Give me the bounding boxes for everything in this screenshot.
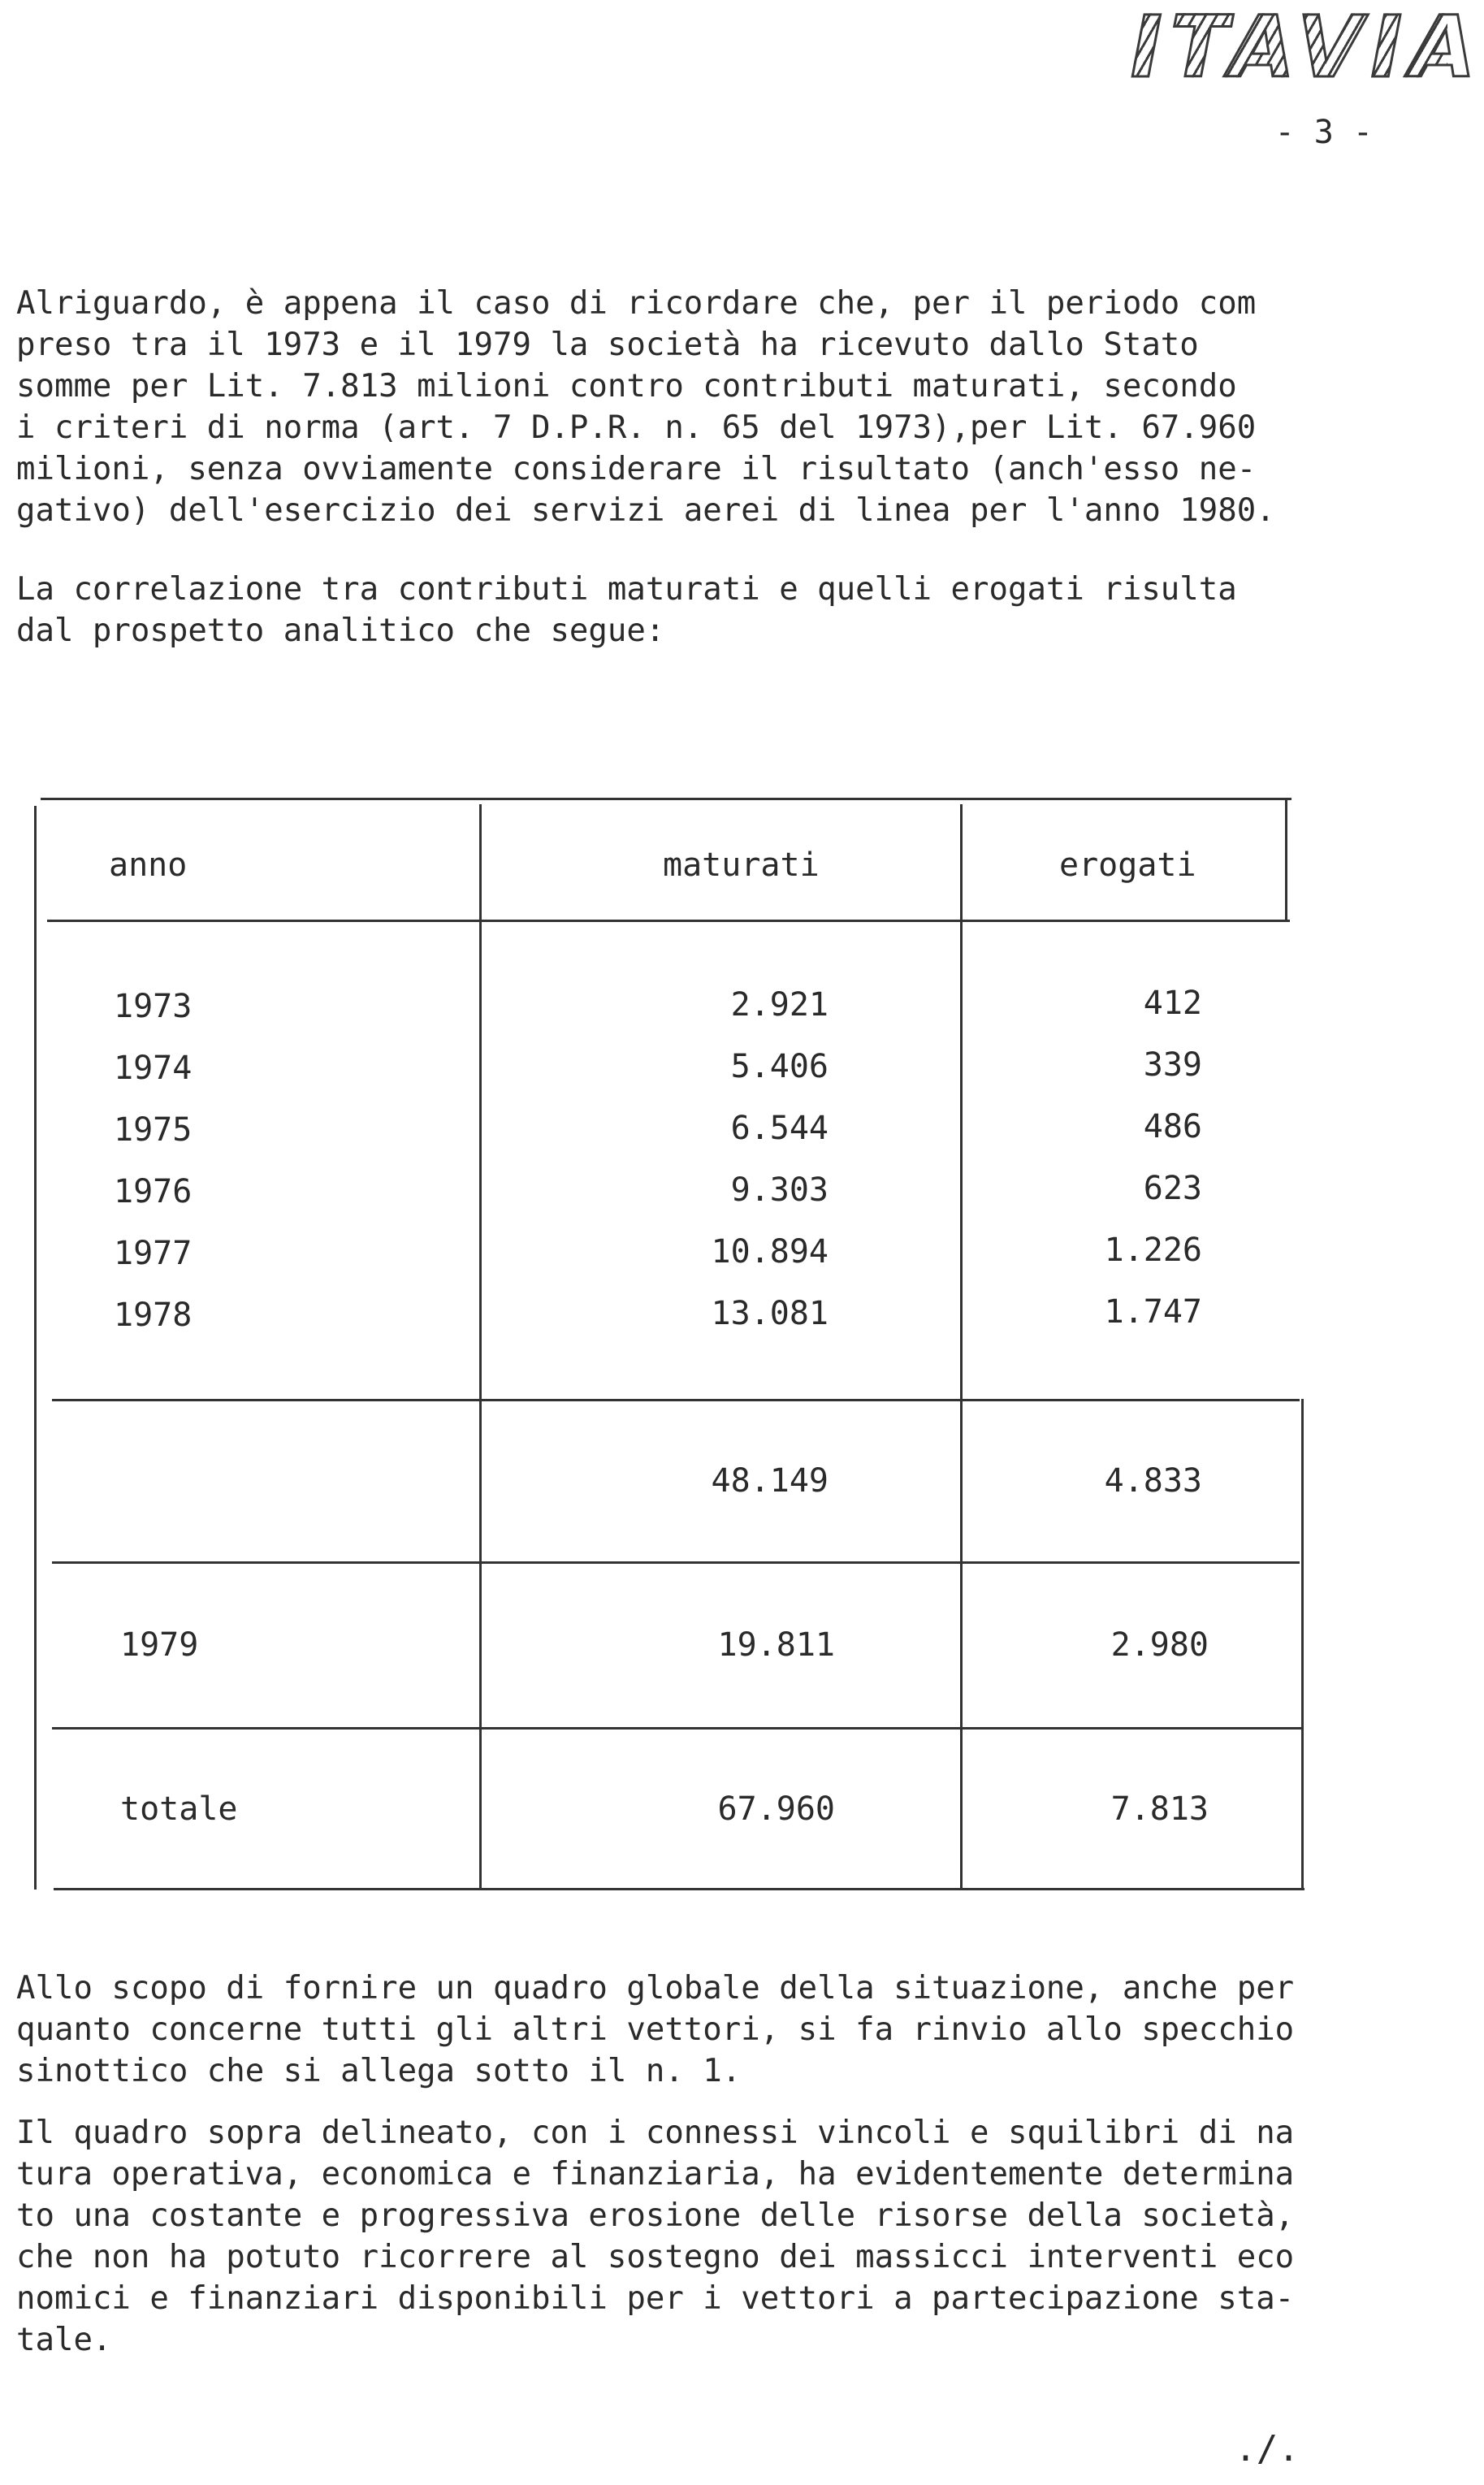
header-erogati: erogati [1059, 846, 1196, 884]
paragraph-2 [16, 569, 1430, 652]
text-line: tale. [16, 2322, 112, 2358]
text-line: dal prospetto analitico che segue: [16, 613, 665, 649]
row-1979-erogati: 2.980 [1110, 1626, 1209, 1664]
continuation-mark: ./. [1235, 2428, 1300, 2470]
text-line: Alriguardo, è appena il caso di ricordare che, per il periodo com [16, 285, 1257, 322]
text-line: milioni, senza ovviamente considerare il risultato (anch'esso ne- [16, 451, 1257, 487]
paragraph-3 [16, 1968, 1430, 2092]
text-line: La correlazione tra contributi maturati e quelli erogati risulta [16, 571, 1237, 608]
subtotal-erogati: 4.833 [1104, 1462, 1202, 1500]
paragraph-4 [16, 2112, 1430, 2361]
table-bottom-rule [54, 1888, 1304, 1890]
table-left-border [34, 806, 37, 1890]
row-1978-erogati: 1.747 [1104, 1293, 1202, 1331]
row-1975-year: 1975 [114, 1111, 193, 1149]
row-1977-erogati: 1.226 [1104, 1232, 1202, 1269]
header-maturati: maturati [663, 846, 820, 884]
page-number: - 3 - [1274, 114, 1373, 151]
row-1976-year: 1976 [114, 1173, 193, 1210]
row-1974-erogati: 339 [1143, 1046, 1202, 1084]
text-line: quanto concerne tutti gli altri vettori, si fa rinvio allo specchio [16, 2011, 1295, 2048]
itavia-logo: ITAVIA [1131, 0, 1484, 97]
text-line: i criteri di norma (art. 7 D.P.R. n. 65 del 1973),per Lit. 67.960 [16, 409, 1257, 446]
text-line: Allo scopo di fornire un quadro globale della situazione, anche per [16, 1970, 1295, 2007]
text-line: che non ha potuto ricorrere al sostegno dei massicci interventi eco [16, 2239, 1295, 2275]
table-right-border [1285, 798, 1287, 920]
row-1975-maturati: 6.544 [730, 1110, 829, 1147]
text-line: sinottico che si allega sotto il n. 1. [16, 2053, 742, 2089]
row-1974-maturati: 5.406 [730, 1048, 829, 1085]
table-right-border-lower [1301, 1399, 1304, 1890]
row-1976-erogati: 623 [1143, 1170, 1202, 1207]
row-1977-year: 1977 [114, 1235, 193, 1272]
text-line: somme per Lit. 7.813 milioni contro contributi maturati, secondo [16, 368, 1237, 405]
total-erogati: 7.813 [1110, 1790, 1209, 1828]
total-rule [52, 1727, 1303, 1730]
text-line: tura operativa, economica e finanziaria, ha evidentemente determina [16, 2156, 1295, 2193]
row-1976-maturati: 9.303 [730, 1171, 829, 1209]
header-rule [47, 920, 1290, 922]
row-1974-year: 1974 [114, 1050, 193, 1087]
paragraph-1 [16, 283, 1430, 531]
header-anno: anno [109, 846, 188, 884]
row-1978-year: 1978 [114, 1297, 193, 1334]
table-top-rule [41, 798, 1291, 800]
text-line: to una costante e progressiva erosione delle risorse della società, [16, 2197, 1295, 2234]
row-1979-rule [52, 1561, 1300, 1564]
row-1979-maturati: 19.811 [717, 1626, 835, 1664]
row-1973-maturati: 2.921 [730, 986, 829, 1024]
row-1975-erogati: 486 [1143, 1108, 1202, 1145]
text-line: Il quadro sopra delineato, con i connessi vincoli e squilibri di na [16, 2115, 1295, 2151]
text-line: gativo) dell'esercizio dei servizi aerei di linea per l'anno 1980. [16, 492, 1275, 529]
row-1979-year: 1979 [120, 1626, 199, 1664]
row-1973-erogati: 412 [1143, 985, 1202, 1022]
column-divider-1 [479, 804, 482, 1890]
row-1978-maturati: 13.081 [711, 1295, 829, 1332]
total-label: totale [120, 1790, 238, 1828]
text-line: preso tra il 1973 e il 1979 la società ha ricevuto dallo Stato [16, 327, 1199, 363]
text-line: nomici e finanziari disponibili per i vettori a partecipazione sta- [16, 2280, 1295, 2317]
subtotal-rule [52, 1399, 1300, 1401]
row-1973-year: 1973 [114, 988, 193, 1025]
column-divider-2 [960, 804, 963, 1890]
row-1977-maturati: 10.894 [711, 1233, 829, 1271]
subtotal-maturati: 48.149 [711, 1462, 829, 1500]
contributions-table [34, 798, 1308, 1894]
total-maturati: 67.960 [717, 1790, 835, 1828]
